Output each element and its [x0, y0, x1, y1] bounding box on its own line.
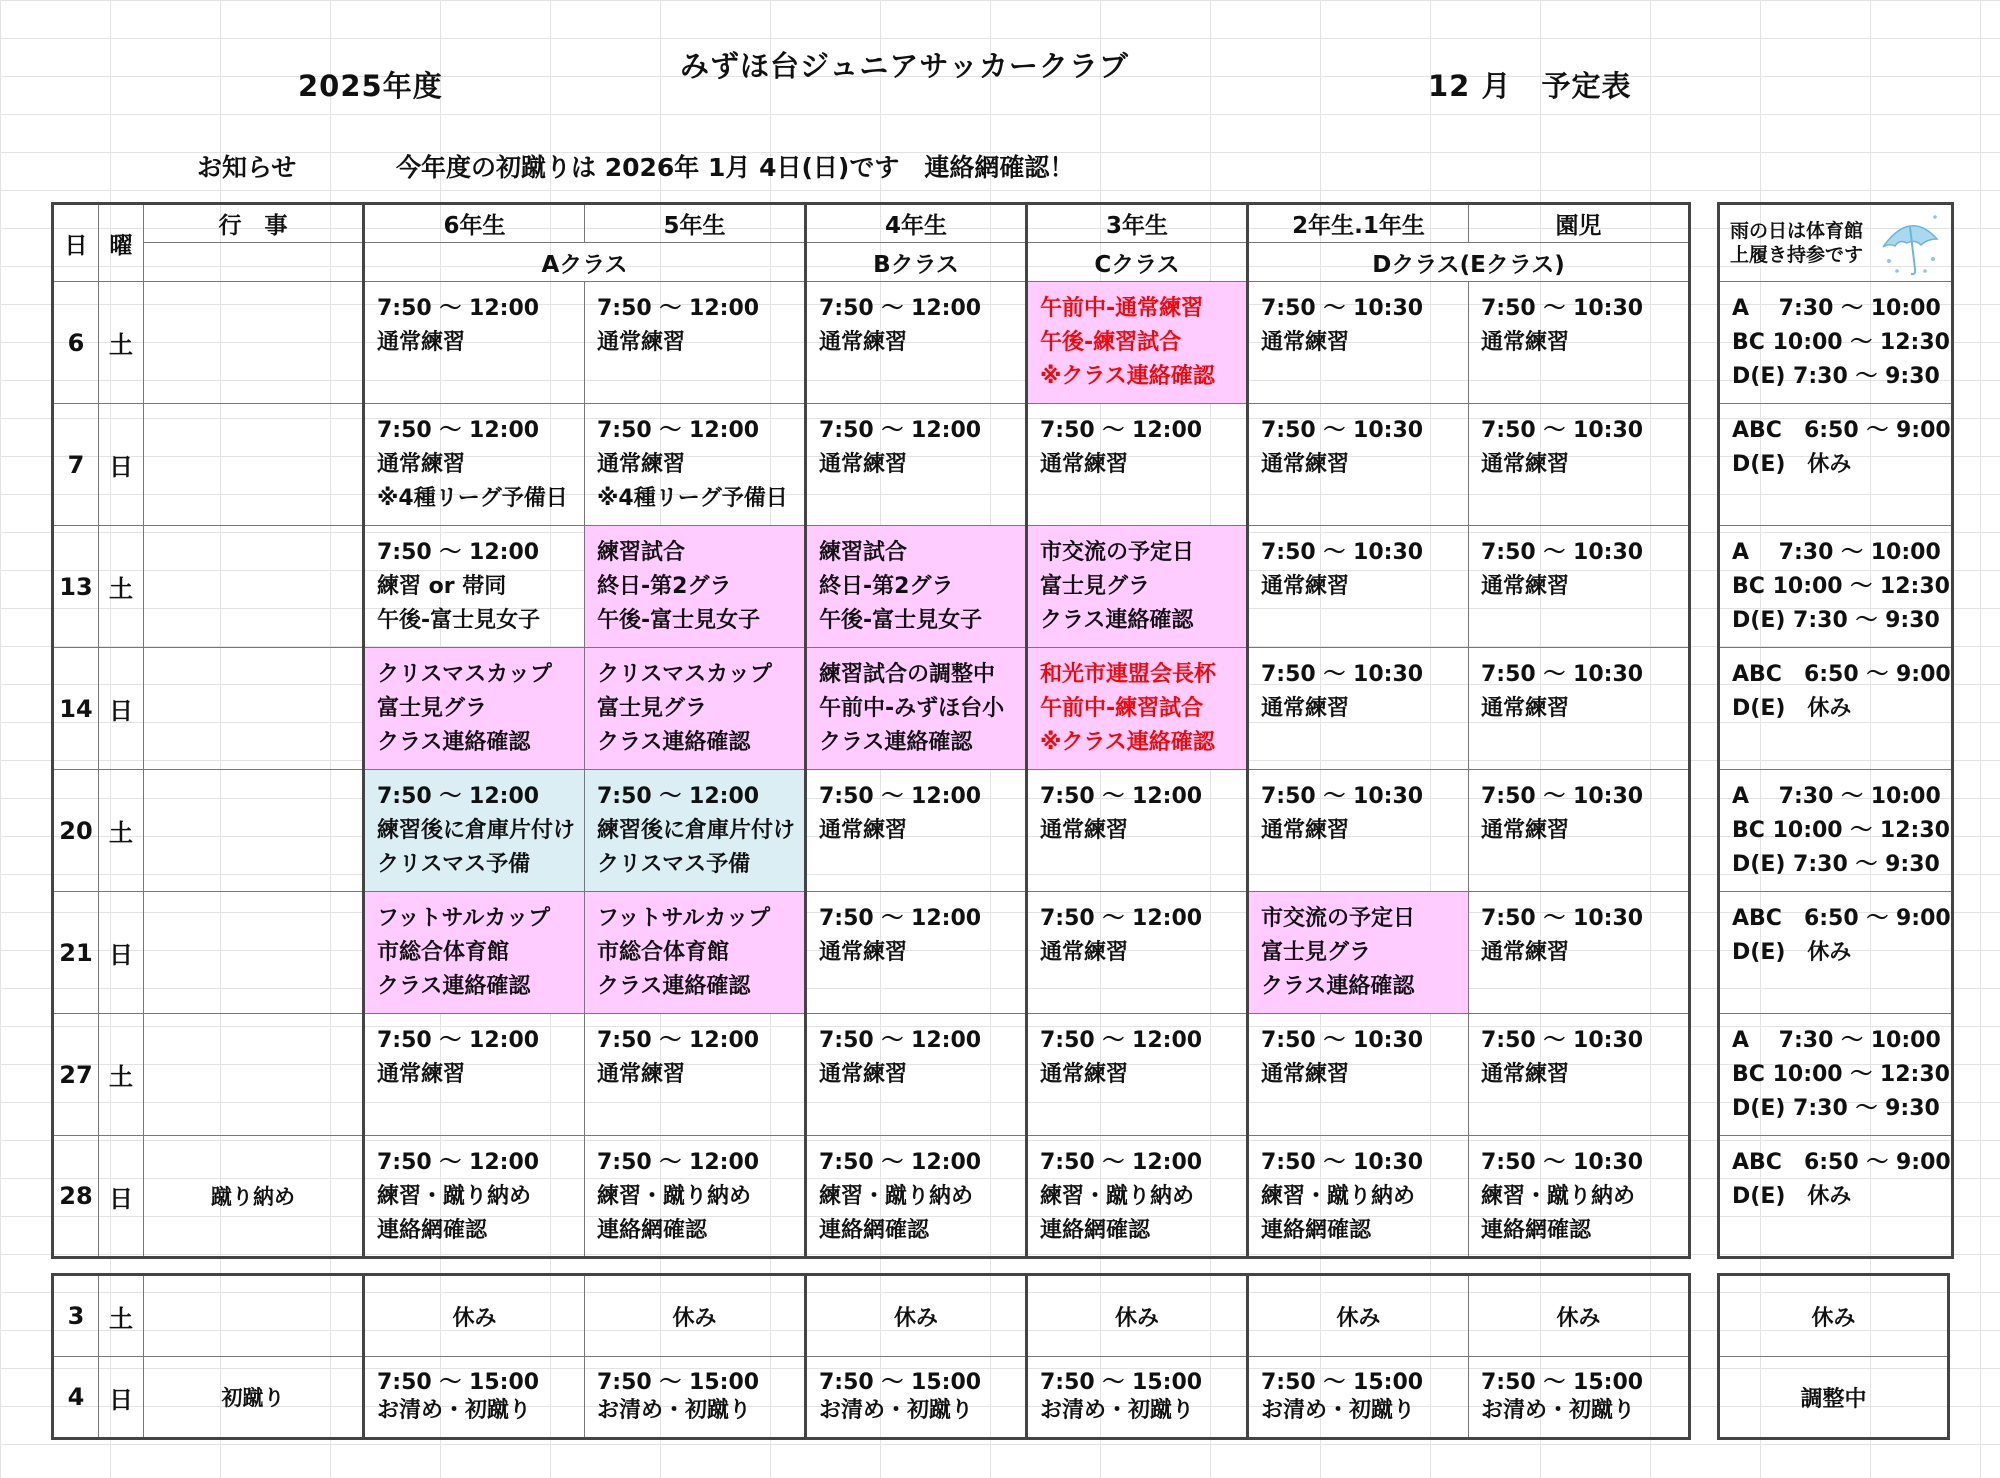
schedule-line: ※4種リーグ予備日 — [377, 486, 568, 511]
rain-schedule-line: A 7:30 ～ 10:00 — [1732, 296, 1941, 321]
schedule-line: 午前中-みずほ台小 — [819, 696, 1005, 721]
event-header: 行 事 — [144, 204, 364, 243]
rain-schedule-line: BC 10:00 ～ 12:30 — [1732, 818, 1950, 843]
schedule-line: 通常練習 — [1261, 330, 1350, 355]
schedule-cell — [1469, 1357, 1690, 1439]
schedule-cell — [585, 1014, 806, 1136]
rain-schedule-line: D(E) 休み — [1732, 696, 1852, 721]
schedule-line: 7:50 ～ 12:00 — [1040, 1028, 1203, 1053]
schedule-line: クラス連絡確認 — [377, 974, 531, 999]
rain-schedule-cell — [1719, 892, 1953, 1014]
rain-schedule-line: ABC 6:50 ～ 9:00 — [1732, 418, 1951, 443]
schedule-line: 通常練習 — [819, 818, 908, 843]
schedule-cell — [806, 892, 1027, 1014]
rain-schedule-cell — [1719, 648, 1953, 770]
weekday: 日 — [99, 1136, 144, 1258]
schedule-line: 午後-富士見女子 — [819, 608, 983, 633]
rain-schedule-cell — [1719, 1014, 1953, 1136]
schedule-line: 通常練習 — [1040, 818, 1129, 843]
schedule-line: 7:50 ～ 10:30 — [1261, 662, 1424, 687]
schedule-cell — [1027, 404, 1248, 526]
schedule-line: 通常練習 — [1040, 940, 1129, 965]
schedule-line: 7:50 ～ 15:00 — [1261, 1370, 1424, 1395]
schedule-line: クリスマス予備 — [597, 852, 751, 877]
rain-schedule-line: A 7:30 ～ 10:00 — [1732, 784, 1941, 809]
schedule-line: 7:50 ～ 10:30 — [1261, 540, 1424, 565]
weekday: 日 — [99, 648, 144, 770]
rain-schedule-line: BC 10:00 ～ 12:30 — [1732, 1062, 1950, 1087]
schedule-line: 7:50 ～ 12:00 — [377, 1028, 540, 1053]
schedule-line: 通常練習 — [1261, 452, 1350, 477]
schedule-line: 通常練習 — [1481, 452, 1570, 477]
schedule-line: 和光市連盟会長杯 — [1040, 662, 1217, 687]
schedule-cell — [1027, 892, 1248, 1014]
day-number: 13 — [53, 526, 99, 648]
weekday: 土 — [99, 282, 144, 404]
schedule-line: 練習後に倉庫片付け — [597, 818, 796, 843]
schedule-line: 市総合体育館 — [377, 940, 510, 965]
schedule-line: フットサルカップ — [597, 906, 771, 931]
schedule-line: クラス連絡確認 — [377, 730, 531, 755]
schedule-line: 連絡網確認 — [1261, 1218, 1372, 1243]
schedule-line: 7:50 ～ 10:30 — [1481, 784, 1644, 809]
schedule-line: 7:50 ～ 12:00 — [819, 296, 982, 321]
schedule-line: 練習・蹴り納め — [1481, 1184, 1636, 1209]
schedule-line: 通常練習 — [1481, 696, 1570, 721]
schedule-line: 練習試合の調整中 — [819, 662, 996, 687]
schedule-line: フットサルカップ — [377, 906, 551, 931]
schedule-line: 通常練習 — [819, 940, 908, 965]
schedule-line: 7:50 ～ 12:00 — [377, 418, 540, 443]
schedule-cell — [1248, 1136, 1469, 1258]
schedule-line: 7:50 ～ 15:00 — [1040, 1370, 1203, 1395]
schedule-cell — [364, 1357, 585, 1439]
schedule-cell — [364, 282, 585, 404]
schedule-line: 市総合体育館 — [597, 940, 730, 965]
event-cell: 初蹴り — [144, 1357, 364, 1439]
schedule-line: 連絡網確認 — [377, 1218, 488, 1243]
schedule-line: 7:50 ～ 12:00 — [1040, 906, 1203, 931]
rain-note-line2: 上履き持参です — [1730, 244, 1864, 266]
schedule-line: 通常練習 — [1481, 574, 1570, 599]
schedule-line: クラス連絡確認 — [597, 974, 751, 999]
event-cell — [144, 282, 364, 404]
schedule-line: クリスマスカップ — [597, 662, 772, 687]
rain-schedule-cell: 調整中 — [1719, 1357, 1949, 1439]
schedule-cell — [585, 1136, 806, 1258]
schedule-line: 7:50 ～ 12:00 — [597, 1028, 760, 1053]
schedule-line: 通常練習 — [1481, 818, 1570, 843]
schedule-line: 7:50 ～ 12:00 — [377, 784, 540, 809]
schedule-line: 通常練習 — [377, 452, 466, 477]
rain-schedule-cell — [1719, 282, 1953, 404]
schedule-line: 7:50 ～ 12:00 — [597, 296, 760, 321]
schedule-cell — [1027, 648, 1248, 770]
schedule-line: 富士見グラ — [1261, 940, 1372, 965]
event-cell — [144, 526, 364, 648]
schedule-cell — [585, 282, 806, 404]
schedule-line: 7:50 ～ 12:00 — [819, 1028, 982, 1053]
schedule-line: 7:50 ～ 12:00 — [819, 784, 982, 809]
day-number: 14 — [53, 648, 99, 770]
schedule-line: 連絡網確認 — [1040, 1218, 1151, 1243]
rain-schedule-line: D(E) 休み — [1732, 1184, 1852, 1209]
schedule-line: 午後-富士見女子 — [377, 608, 541, 633]
schedule-cell — [1027, 770, 1248, 892]
schedule-cell — [1027, 526, 1248, 648]
january-rain-table — [1717, 1273, 1950, 1440]
schedule-line: 7:50 ～ 12:00 — [597, 1150, 760, 1175]
day-number: 28 — [53, 1136, 99, 1258]
rain-note-line1: 雨の日は体育館 — [1730, 220, 1864, 242]
schedule-line: 7:50 ～ 10:30 — [1261, 784, 1424, 809]
schedule-line: 通常練習 — [819, 330, 908, 355]
schedule-line: 富士見グラ — [597, 696, 708, 721]
schedule-line: 連絡網確認 — [597, 1218, 708, 1243]
schedule-cell — [364, 892, 585, 1014]
schedule-cell — [1469, 770, 1690, 892]
schedule-line: 市交流の予定日 — [1040, 540, 1195, 565]
schedule-line: 7:50 ～ 12:00 — [1040, 784, 1203, 809]
schedule-line: ※クラス連絡確認 — [1040, 730, 1215, 755]
schedule-cell: 休み — [1027, 1275, 1248, 1357]
schedule-cell — [806, 526, 1027, 648]
schedule-line: 練習 or 帯同 — [377, 574, 507, 599]
event-cell — [144, 892, 364, 1014]
schedule-line: 練習・蹴り納め — [1040, 1184, 1195, 1209]
event-cell — [144, 404, 364, 526]
january-table — [51, 1273, 1691, 1440]
rain-schedule-line: A 7:30 ～ 10:00 — [1732, 540, 1941, 565]
schedule-line: クラス連絡確認 — [819, 730, 973, 755]
schedule-line: ※4種リーグ予備日 — [597, 486, 788, 511]
day-number: 4 — [53, 1357, 99, 1439]
schedule-line: クラス連絡確認 — [1261, 974, 1415, 999]
schedule-line: 7:50 ～ 10:30 — [1481, 1150, 1644, 1175]
schedule-cell — [806, 1014, 1027, 1136]
schedule-line: 7:50 ～ 12:00 — [1040, 1150, 1203, 1175]
schedule-line: お清め・初蹴り — [1261, 1398, 1416, 1423]
schedule-cell: 休み — [1469, 1275, 1690, 1357]
event-cell: 蹴り納め — [144, 1136, 364, 1258]
schedule-line: 通常練習 — [1040, 1062, 1129, 1087]
schedule-line: クリスマス予備 — [377, 852, 531, 877]
schedule-cell — [1248, 1357, 1469, 1439]
rain-schedule-cell — [1719, 404, 1953, 526]
schedule-line: 終日-第2グラ — [597, 574, 732, 599]
schedule-cell — [806, 404, 1027, 526]
grade-header: 2年生.1年生 — [1248, 204, 1469, 243]
schedule-line: 通常練習 — [597, 330, 686, 355]
schedule-line: ※クラス連絡確認 — [1040, 364, 1215, 389]
rain-schedule-cell — [1719, 526, 1953, 648]
day-number: 6 — [53, 282, 99, 404]
schedule-cell — [1248, 1014, 1469, 1136]
schedule-line: 通常練習 — [1261, 574, 1350, 599]
day-header: 日 — [53, 204, 99, 282]
event-cell — [144, 1014, 364, 1136]
schedule-cell — [1248, 282, 1469, 404]
day-number: 20 — [53, 770, 99, 892]
weekday: 日 — [99, 1357, 144, 1439]
schedule-table — [51, 202, 1691, 1259]
weekday: 土 — [99, 770, 144, 892]
schedule-line: 通常練習 — [377, 1062, 466, 1087]
schedule-line: 7:50 ～ 10:30 — [1481, 1028, 1644, 1053]
schedule-line: 7:50 ～ 10:30 — [1261, 418, 1424, 443]
class-header: Bクラス — [806, 243, 1027, 282]
schedule-line: 午後-練習試合 — [1040, 330, 1182, 355]
schedule-line: 通常練習 — [1261, 1062, 1350, 1087]
schedule-line: お清め・初蹴り — [377, 1398, 532, 1423]
schedule-line: クラス連絡確認 — [597, 730, 751, 755]
schedule-line: 7:50 ～ 10:30 — [1261, 1028, 1424, 1053]
rain-note — [1719, 204, 1953, 282]
schedule-line: 7:50 ～ 15:00 — [377, 1370, 540, 1395]
schedule-cell — [364, 770, 585, 892]
schedule-line: 午後-富士見女子 — [597, 608, 761, 633]
schedule-line: 7:50 ～ 10:30 — [1481, 662, 1644, 687]
event-header-blank — [144, 243, 364, 282]
rain-schedule-line: D(E) 7:30 ～ 9:30 — [1732, 364, 1940, 389]
grade-header: 3年生 — [1027, 204, 1248, 243]
schedule-line: 練習試合 — [597, 540, 686, 565]
rain-schedule-line: ABC 6:50 ～ 9:00 — [1732, 906, 1951, 931]
schedule-cell: 休み — [1248, 1275, 1469, 1357]
month-title: 12 月 予定表 — [1428, 69, 1632, 103]
schedule-cell — [1469, 892, 1690, 1014]
schedule-cell — [806, 770, 1027, 892]
event-cell — [144, 770, 364, 892]
schedule-cell — [1469, 404, 1690, 526]
schedule-line: 7:50 ～ 12:00 — [819, 906, 982, 931]
schedule-line: クラス連絡確認 — [1040, 608, 1194, 633]
schedule-cell — [1469, 1014, 1690, 1136]
schedule-line: 通常練習 — [377, 330, 466, 355]
weekday: 土 — [99, 1014, 144, 1136]
weekday: 日 — [99, 404, 144, 526]
schedule-line: 7:50 ～ 10:30 — [1481, 906, 1644, 931]
schedule-line: 午前中-練習試合 — [1040, 696, 1204, 721]
schedule-line: 7:50 ～ 10:30 — [1261, 296, 1424, 321]
schedule-cell — [1027, 1014, 1248, 1136]
schedule-line: 通常練習 — [1261, 696, 1350, 721]
schedule-line: 練習後に倉庫片付け — [377, 818, 576, 843]
schedule-line: 通常練習 — [1481, 330, 1570, 355]
rain-schedule-line: BC 10:00 ～ 12:30 — [1732, 330, 1950, 355]
schedule-line: クリスマスカップ — [377, 662, 552, 687]
day-number: 3 — [53, 1275, 99, 1357]
schedule-cell — [1248, 648, 1469, 770]
schedule-cell — [1248, 892, 1469, 1014]
schedule-line: 7:50 ～ 12:00 — [597, 418, 760, 443]
schedule-line: 通常練習 — [597, 452, 686, 477]
umbrella-icon — [1875, 209, 1945, 279]
schedule-line: 7:50 ～ 10:30 — [1481, 296, 1644, 321]
day-number: 7 — [53, 404, 99, 526]
schedule-cell — [1248, 770, 1469, 892]
schedule-line: 終日-第2グラ — [819, 574, 954, 599]
schedule-cell — [806, 282, 1027, 404]
schedule-line: 7:50 ～ 12:00 — [377, 296, 540, 321]
schedule-cell — [364, 1136, 585, 1258]
schedule-line: 7:50 ～ 10:30 — [1481, 540, 1644, 565]
schedule-line: 通常練習 — [1261, 818, 1350, 843]
schedule-cell — [1469, 282, 1690, 404]
schedule-line: 練習・蹴り納め — [597, 1184, 752, 1209]
schedule-cell — [585, 526, 806, 648]
schedule-line: 練習・蹴り納め — [1261, 1184, 1416, 1209]
schedule-cell — [364, 526, 585, 648]
schedule-cell: 休み — [806, 1275, 1027, 1357]
schedule-cell — [1027, 1357, 1248, 1439]
schedule-line: 7:50 ～ 12:00 — [1040, 418, 1203, 443]
schedule-line: 練習・蹴り納め — [377, 1184, 532, 1209]
schedule-line: お清め・初蹴り — [1040, 1398, 1195, 1423]
schedule-line: お清め・初蹴り — [597, 1398, 752, 1423]
schedule-line: お清め・初蹴り — [1481, 1398, 1636, 1423]
schedule-line: お清め・初蹴り — [819, 1398, 974, 1423]
grade-header: 5年生 — [585, 204, 806, 243]
weekday: 土 — [99, 526, 144, 648]
schedule-line: 7:50 ～ 12:00 — [597, 784, 760, 809]
schedule-line: 通常練習 — [1040, 452, 1129, 477]
schedule-cell — [585, 404, 806, 526]
schedule-line: 富士見グラ — [1040, 574, 1151, 599]
schedule-cell — [1248, 404, 1469, 526]
year-title: 2025年度 — [298, 69, 443, 103]
schedule-cell — [1469, 1136, 1690, 1258]
class-header: Dクラス(Eクラス) — [1248, 243, 1690, 282]
notice-label: お知らせ — [197, 153, 297, 182]
day-number: 27 — [53, 1014, 99, 1136]
schedule-line: 連絡網確認 — [1481, 1218, 1592, 1243]
schedule-cell — [1469, 648, 1690, 770]
schedule-line: 練習・蹴り納め — [819, 1184, 974, 1209]
schedule-cell — [1248, 526, 1469, 648]
schedule-line: 通常練習 — [597, 1062, 686, 1087]
schedule-cell — [364, 648, 585, 770]
class-header: Cクラス — [1027, 243, 1248, 282]
schedule-line: 連絡網確認 — [819, 1218, 930, 1243]
schedule-cell: 休み — [364, 1275, 585, 1357]
rain-schedule-line: D(E) 7:30 ～ 9:30 — [1732, 1096, 1940, 1121]
schedule-cell — [1469, 526, 1690, 648]
schedule-cell — [806, 1136, 1027, 1258]
event-cell — [144, 1275, 364, 1357]
schedule-line: 7:50 ～ 12:00 — [819, 1150, 982, 1175]
schedule-line: 7:50 ～ 10:30 — [1481, 418, 1644, 443]
rain-schedule-line: D(E) 休み — [1732, 452, 1852, 477]
schedule-line: 通常練習 — [1481, 940, 1570, 965]
schedule-line: 富士見グラ — [377, 696, 488, 721]
schedule-cell — [806, 1357, 1027, 1439]
schedule-cell — [585, 892, 806, 1014]
schedule-line: 7:50 ～ 10:30 — [1261, 1150, 1424, 1175]
schedule-cell — [585, 770, 806, 892]
rain-schedule-cell — [1719, 1136, 1953, 1258]
schedule-line: 通常練習 — [819, 452, 908, 477]
rain-schedule-cell — [1719, 770, 1953, 892]
rain-schedule-line: BC 10:00 ～ 12:30 — [1732, 574, 1950, 599]
schedule-cell: 休み — [585, 1275, 806, 1357]
schedule-cell — [1027, 1136, 1248, 1258]
schedule-cell — [585, 648, 806, 770]
schedule-line: 7:50 ～ 12:00 — [377, 1150, 540, 1175]
rain-schedule-line: D(E) 休み — [1732, 940, 1852, 965]
schedule-line: 7:50 ～ 12:00 — [377, 540, 540, 565]
grade-header: 園児 — [1469, 204, 1690, 243]
schedule-line: 7:50 ～ 15:00 — [597, 1370, 760, 1395]
rain-schedule-line: ABC 6:50 ～ 9:00 — [1732, 662, 1951, 687]
weekday: 土 — [99, 1275, 144, 1357]
weekday: 日 — [99, 892, 144, 1014]
grade-header: 6年生 — [364, 204, 585, 243]
schedule-cell — [806, 648, 1027, 770]
schedule-cell — [585, 1357, 806, 1439]
schedule-line: 練習試合 — [819, 540, 908, 565]
schedule-cell — [364, 404, 585, 526]
rain-schedule-table — [1717, 202, 1954, 1259]
rain-schedule-line: ABC 6:50 ～ 9:00 — [1732, 1150, 1951, 1175]
day-number: 21 — [53, 892, 99, 1014]
schedule-line: 通常練習 — [1481, 1062, 1570, 1087]
notice-text: 今年度の初蹴りは 2026年 1月 4日(日)です 連絡網確認！ — [396, 153, 1075, 182]
event-cell — [144, 648, 364, 770]
schedule-line: 7:50 ～ 12:00 — [819, 418, 982, 443]
schedule-line: 午前中-通常練習 — [1040, 296, 1204, 321]
schedule-line: 市交流の予定日 — [1261, 906, 1416, 931]
schedule-cell — [1027, 282, 1248, 404]
rain-schedule-line: D(E) 7:30 ～ 9:30 — [1732, 852, 1940, 877]
grade-header: 4年生 — [806, 204, 1027, 243]
weekday-header: 曜 — [99, 204, 144, 282]
class-header: Aクラス — [364, 243, 806, 282]
club-title: みずほ台ジュニアサッカークラブ — [680, 49, 1129, 83]
rain-schedule-line: D(E) 7:30 ～ 9:30 — [1732, 608, 1940, 633]
schedule-line: 7:50 ～ 15:00 — [1481, 1370, 1644, 1395]
schedule-line: 7:50 ～ 15:00 — [819, 1370, 982, 1395]
schedule-line: 通常練習 — [819, 1062, 908, 1087]
schedule-cell — [364, 1014, 585, 1136]
rain-schedule-line: A 7:30 ～ 10:00 — [1732, 1028, 1941, 1053]
rain-schedule-cell: 休み — [1719, 1275, 1949, 1357]
